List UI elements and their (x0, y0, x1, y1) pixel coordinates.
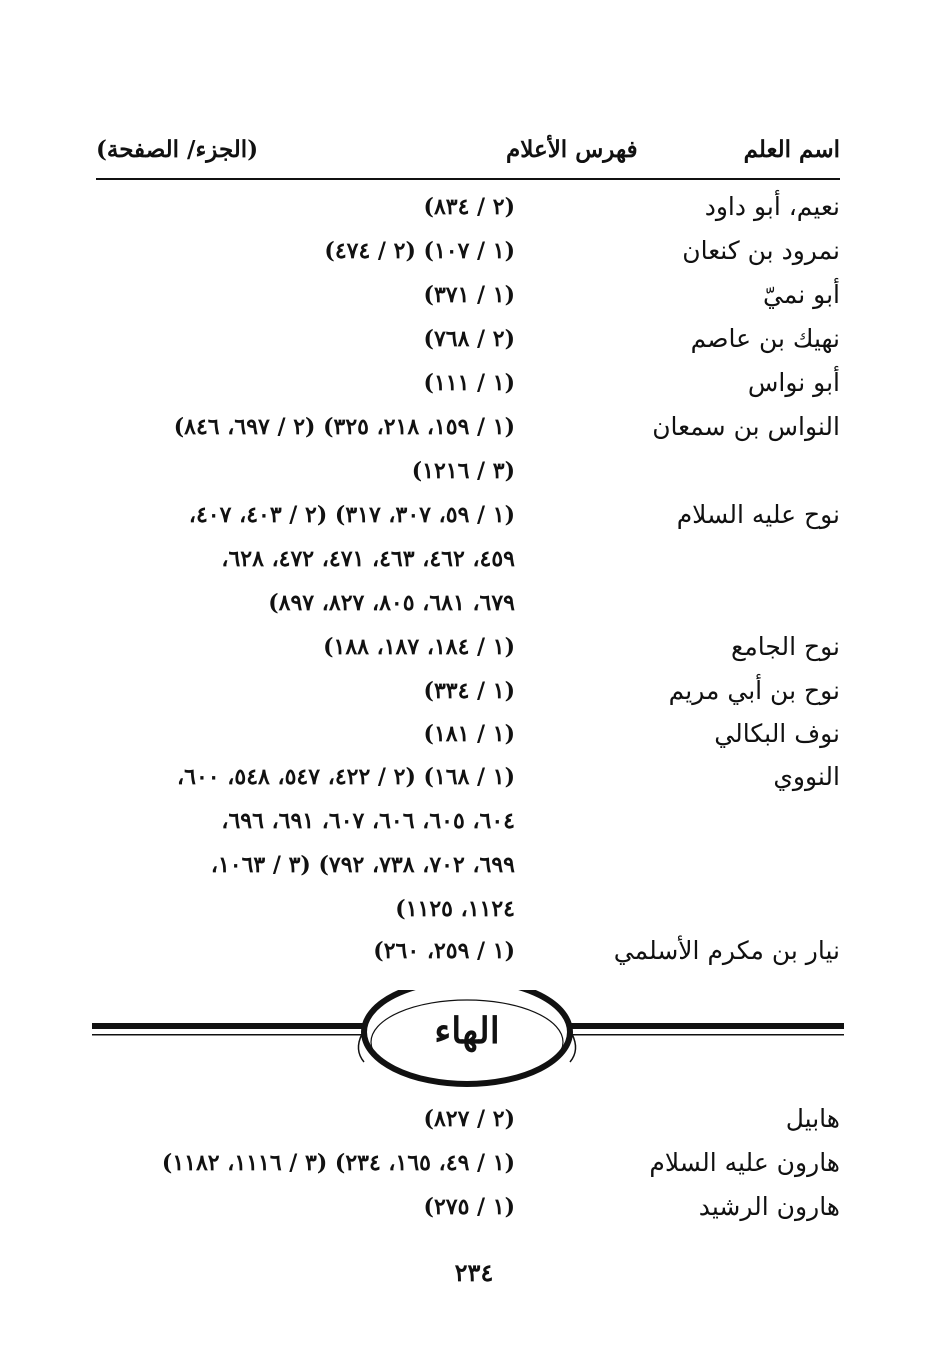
page-number: ٢٣٤ (454, 1258, 494, 1287)
entry-refs: (١ / ١٨٤، ١٨٧، ١٨٨) (323, 634, 515, 660)
index-entry (60, 676, 840, 716)
entry-name: نيار بن مكرم الأسلمي (613, 936, 840, 965)
index-entry (60, 192, 840, 232)
index-entry (60, 368, 840, 408)
header-rule (96, 178, 840, 180)
index-entry-continuation (60, 806, 840, 846)
entry-name: نهيك بن عاصم (690, 324, 840, 353)
entry-name: نوف البكالي (714, 719, 840, 748)
entry-name: نعيم، أبو داود (704, 192, 840, 221)
index-entry (60, 1148, 840, 1188)
entry-refs: (١ / ٣٧١) (423, 282, 515, 308)
entry-name: نمرود بن كنعان (682, 236, 840, 265)
entry-refs: ٤٥٩، ٤٦٢، ٤٦٣، ٤٧١، ٤٧٢، ٦٢٨، (221, 546, 515, 572)
index-entry (60, 324, 840, 364)
entry-refs: (٢ / ٧٦٨) (423, 326, 515, 352)
entry-refs: (١ / ١٨١) (423, 721, 515, 747)
page-title: فهرس الأعلام (506, 136, 638, 163)
entry-refs: ٦٠٤، ٦٠٥، ٦٠٦، ٦٠٧، ٦٩١، ٦٩٦، (221, 808, 515, 834)
entry-refs: (١ / ٣٣٤) (423, 678, 515, 704)
entry-refs: (٢ / ٨٢٧) (423, 1106, 515, 1132)
index-entry (60, 500, 840, 540)
name-column-heading: اسم العلم (743, 136, 840, 163)
index-entry-continuation (60, 894, 840, 934)
index-entry (60, 236, 840, 276)
entry-refs: (١ / ٢٧٥) (423, 1194, 515, 1220)
section-divider (92, 990, 844, 1100)
index-entry (60, 412, 840, 452)
entry-refs: ٦٩٩، ٧٠٢، ٧٣٨، ٧٩٢) (٣ / ١٠٦٣، (210, 852, 515, 878)
entry-refs: (١ / ١١١) (423, 370, 515, 396)
section-heading: الهاء (434, 1010, 500, 1052)
entry-name: نوح عليه السلام (676, 500, 840, 529)
entry-refs: (١ / ٢٥٩، ٢٦٠) (373, 938, 515, 964)
entry-refs: ٦٧٩، ٦٨١، ٨٠٥، ٨٢٧، ٨٩٧) (268, 590, 515, 616)
entry-name: هارون الرشيد (698, 1192, 840, 1221)
entry-name: النووي (773, 762, 840, 791)
entry-refs: (١ / ١٥٩، ٢١٨، ٣٢٥) (٢ / ٦٩٧، ٨٤٦) (173, 414, 515, 440)
index-entry-continuation (60, 850, 840, 890)
index-entry-continuation (60, 456, 840, 496)
index-entry (60, 719, 840, 759)
entry-name: نوح الجامع (731, 632, 840, 661)
index-entry-continuation (60, 588, 840, 628)
entry-refs: (٢ / ٨٣٤) (423, 194, 515, 220)
index-entry (60, 762, 840, 802)
index-entry (60, 280, 840, 320)
entry-refs: (١ / ٥٩، ٣٠٧، ٣١٧) (٢ / ٤٠٣، ٤٠٧، (188, 502, 515, 528)
entry-refs: (١ / ٤٩، ١٦٥، ٢٣٤) (٣ / ١١١٦، ١١٨٢) (161, 1150, 515, 1176)
index-entry (60, 936, 840, 976)
entry-refs: (١ / ١٦٨) (٢ / ٤٢٢، ٥٤٧، ٥٤٨، ٦٠٠، (177, 764, 515, 790)
entry-name: هارون عليه السلام (649, 1148, 840, 1177)
entry-name: أبو نميّ (762, 280, 840, 309)
index-entry (60, 632, 840, 672)
entry-name: نوح بن أبي مريم (668, 676, 840, 705)
index-entry-continuation (60, 544, 840, 584)
entry-name: النواس بن سمعان (652, 412, 840, 441)
entry-name: أبو نواس (747, 368, 840, 397)
index-entry (60, 1104, 840, 1144)
entry-refs: (١ / ١٠٧) (٢ / ٤٧٤) (324, 238, 515, 264)
entry-refs: (٣ / ١٢١٦) (411, 458, 515, 484)
entry-refs: ١١٢٤، ١١٢٥) (395, 896, 515, 922)
index-entry (60, 1192, 840, 1232)
entry-name: هابيل (785, 1104, 840, 1133)
reference-column-heading: (الجزء/ الصفحة) (96, 136, 259, 163)
index-header (96, 132, 840, 172)
